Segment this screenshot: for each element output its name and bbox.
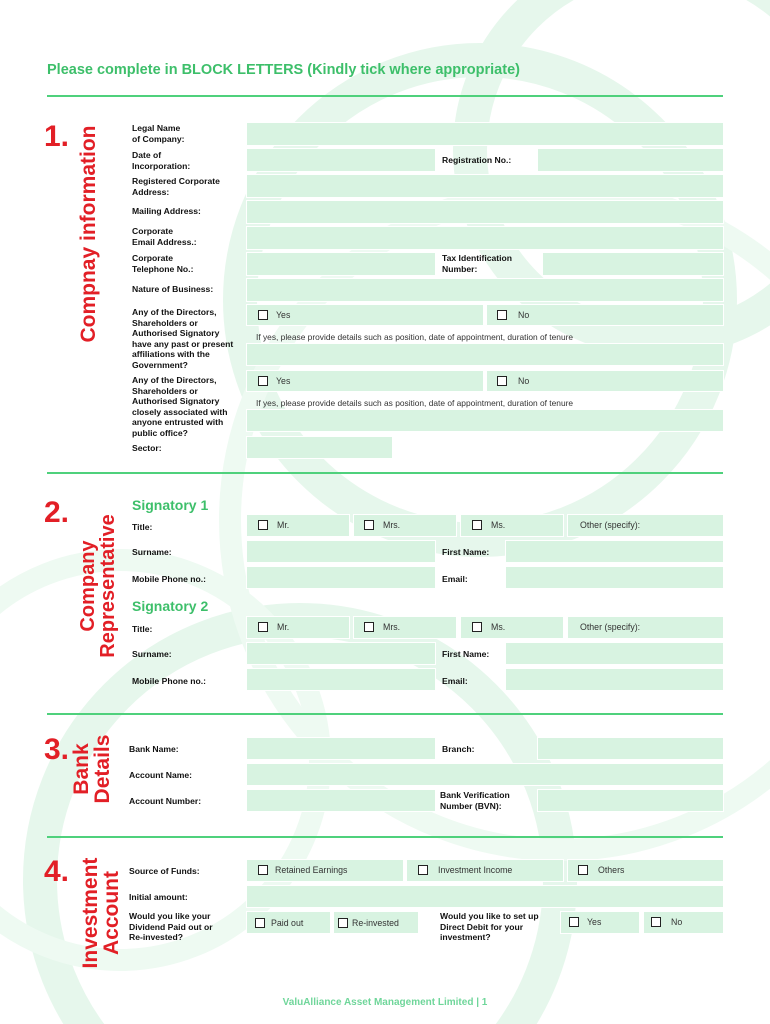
bank-name-label: Bank Name: (129, 744, 179, 754)
legal-name-field[interactable] (246, 122, 724, 146)
signatory-1-heading: Signatory 1 (132, 497, 209, 513)
section-4-title (80, 850, 128, 976)
sector-field[interactable] (246, 436, 393, 459)
telephone-field[interactable] (246, 252, 436, 276)
date-incorporation-label: Date of Incorporation: (132, 150, 191, 171)
investment-income-label: Investment Income (438, 865, 513, 875)
details-note: If yes, please provide details such as position, date of appointment, duration of tenure (256, 332, 574, 342)
signatory-2-mobile-field[interactable] (246, 668, 436, 691)
surname-label: Surname: (132, 649, 172, 659)
ms-label: Ms. (491, 520, 506, 530)
others-checkbox[interactable] (578, 865, 588, 875)
surname-label: Surname: (132, 547, 172, 557)
date-incorporation-field[interactable] (246, 148, 436, 172)
section-1-title: Compnay information (77, 125, 100, 343)
account-name-field[interactable] (246, 763, 724, 786)
direct-debit-yes-checkbox[interactable] (569, 917, 579, 927)
page-footer: ValuAlliance Asset Management Limited | 1 (282, 997, 488, 1008)
mr-label: Mr. (277, 520, 290, 530)
yes-label: Yes (276, 376, 291, 386)
investment-income-checkbox[interactable] (418, 865, 428, 875)
nature-of-business-field[interactable] (246, 278, 724, 302)
branch-label: Branch: (442, 744, 475, 754)
mailing-address-label: Mailing Address: (132, 206, 201, 216)
other-specify-label: Other (specify): (580, 520, 641, 530)
divider (47, 713, 723, 715)
sector-label: Sector: (132, 443, 162, 453)
email-address-field[interactable] (246, 226, 724, 250)
divider (47, 472, 723, 474)
title-mrs-checkbox[interactable] (364, 520, 374, 530)
email-address-label: Corporate Email Address.: (132, 226, 197, 247)
section-3-title-line1: Bank (70, 743, 93, 795)
retained-earnings-label: Retained Earnings (275, 865, 348, 875)
retained-earnings-checkbox[interactable] (258, 865, 268, 875)
legal-name-label: Legal Name of Company: (132, 123, 185, 144)
telephone-label: Corporate Telephone No.: (132, 253, 194, 274)
re-invested-label: Re-invested (352, 918, 399, 928)
title-mrs-checkbox[interactable] (364, 622, 374, 632)
initial-amount-field[interactable] (246, 885, 724, 908)
paid-out-label: Paid out (271, 918, 304, 928)
section-2-title-line1: Company (77, 540, 99, 632)
nature-of-business-label: Nature of Business: (132, 284, 214, 294)
divider (47, 836, 723, 838)
branch-field[interactable] (537, 737, 724, 760)
government-affiliation-yes-checkbox[interactable] (258, 310, 268, 320)
no-label: No (518, 310, 530, 320)
registration-no-field[interactable] (537, 148, 724, 172)
title-mr-checkbox[interactable] (258, 622, 268, 632)
section-4-title-line1: Investment (79, 857, 102, 969)
direct-debit-question: Would you like to set up Direct Debit for your investment? (440, 911, 539, 942)
mobile-label: Mobile Phone no.: (132, 574, 206, 584)
details-note: If yes, please provide details such as position, date of appointment, duration of tenure (256, 398, 574, 408)
dividend-question: Would you like your Dividend Paid out or Re-invested? (129, 911, 213, 942)
signatory-2-email-field[interactable] (505, 668, 724, 691)
mobile-label: Mobile Phone no.: (132, 676, 206, 686)
signatory-1-mobile-field[interactable] (246, 566, 436, 589)
signatory-1-email-field[interactable] (505, 566, 724, 589)
section-4-number: 4. (44, 855, 70, 888)
mailing-address-field[interactable] (246, 200, 724, 224)
section-3-title-line2: Details (91, 734, 114, 804)
bank-name-field[interactable] (246, 737, 436, 760)
divider (47, 95, 723, 97)
ms-label: Ms. (491, 622, 506, 632)
direct-debit-no-checkbox[interactable] (651, 917, 661, 927)
section-4-title-line2: Account (100, 871, 123, 955)
others-option (567, 859, 724, 882)
government-affiliation-question: Any of the Directors, Shareholders or Authorised Signatory have any past or present affiliations with the Government? (132, 307, 234, 370)
paid-out-checkbox[interactable] (255, 918, 265, 928)
signatory-2-heading: Signatory 2 (132, 598, 209, 614)
no-label: No (671, 917, 683, 927)
title-ms-checkbox[interactable] (472, 622, 482, 632)
account-name-label: Account Name: (129, 770, 193, 780)
account-number-label: Account Number: (129, 796, 202, 806)
public-office-no-checkbox[interactable] (497, 376, 507, 386)
re-invested-checkbox[interactable] (338, 918, 348, 928)
public-office-details-field[interactable] (246, 409, 724, 432)
registration-no-label: Registration No.: (442, 155, 512, 165)
title-ms-checkbox[interactable] (472, 520, 482, 530)
bvn-field[interactable] (537, 789, 724, 812)
no-label: No (518, 376, 530, 386)
section-3-number: 3. (44, 733, 70, 766)
signatory-2-surname-field[interactable] (246, 642, 436, 665)
yes-label: Yes (587, 917, 602, 927)
signatory-1-surname-field[interactable] (246, 540, 436, 563)
tin-label: Tax Identification Number: (442, 253, 513, 274)
other-specify-label: Other (specify): (580, 622, 641, 632)
email-label: Email: (442, 676, 468, 686)
section-3-title (71, 729, 119, 809)
others-label: Others (598, 865, 625, 875)
registered-address-label: Registered Corporate Address: (132, 176, 220, 197)
section-2-title-line2: Representative (97, 514, 119, 658)
tin-field[interactable] (542, 252, 724, 276)
title-label: Title: (132, 624, 153, 634)
instructions-heading: Please complete in BLOCK LETTERS (Kindly tick where appropriate) (47, 62, 520, 78)
first-name-label: First Name: (442, 649, 490, 659)
yes-label: Yes (276, 310, 291, 320)
registered-address-field[interactable] (246, 174, 724, 198)
initial-amount-label: Initial amount: (129, 892, 188, 902)
source-of-funds-label: Source of Funds: (129, 866, 200, 876)
signatory-2-first-name-field[interactable] (505, 642, 724, 665)
mrs-label: Mrs. (383, 622, 401, 632)
public-office-yes-checkbox[interactable] (258, 376, 268, 386)
signatory-1-first-name-field[interactable] (505, 540, 724, 563)
account-number-field[interactable] (246, 789, 436, 812)
title-mr-checkbox[interactable] (258, 520, 268, 530)
section-1-number: 1. (44, 120, 70, 153)
first-name-label: First Name: (442, 547, 490, 557)
section-2-number: 2. (44, 496, 70, 529)
email-label: Email: (442, 574, 468, 584)
government-affiliation-no-checkbox[interactable] (497, 310, 507, 320)
section-2-title (78, 511, 126, 661)
mrs-label: Mrs. (383, 520, 401, 530)
bvn-label: Bank Verification Number (BVN): (440, 790, 510, 811)
title-label: Title: (132, 522, 153, 532)
government-affiliation-details-field[interactable] (246, 343, 724, 366)
public-office-question: Any of the Directors, Shareholders or Authorised Signatory closely associated with anyone entrusted with public office? (132, 375, 228, 438)
mr-label: Mr. (277, 622, 290, 632)
